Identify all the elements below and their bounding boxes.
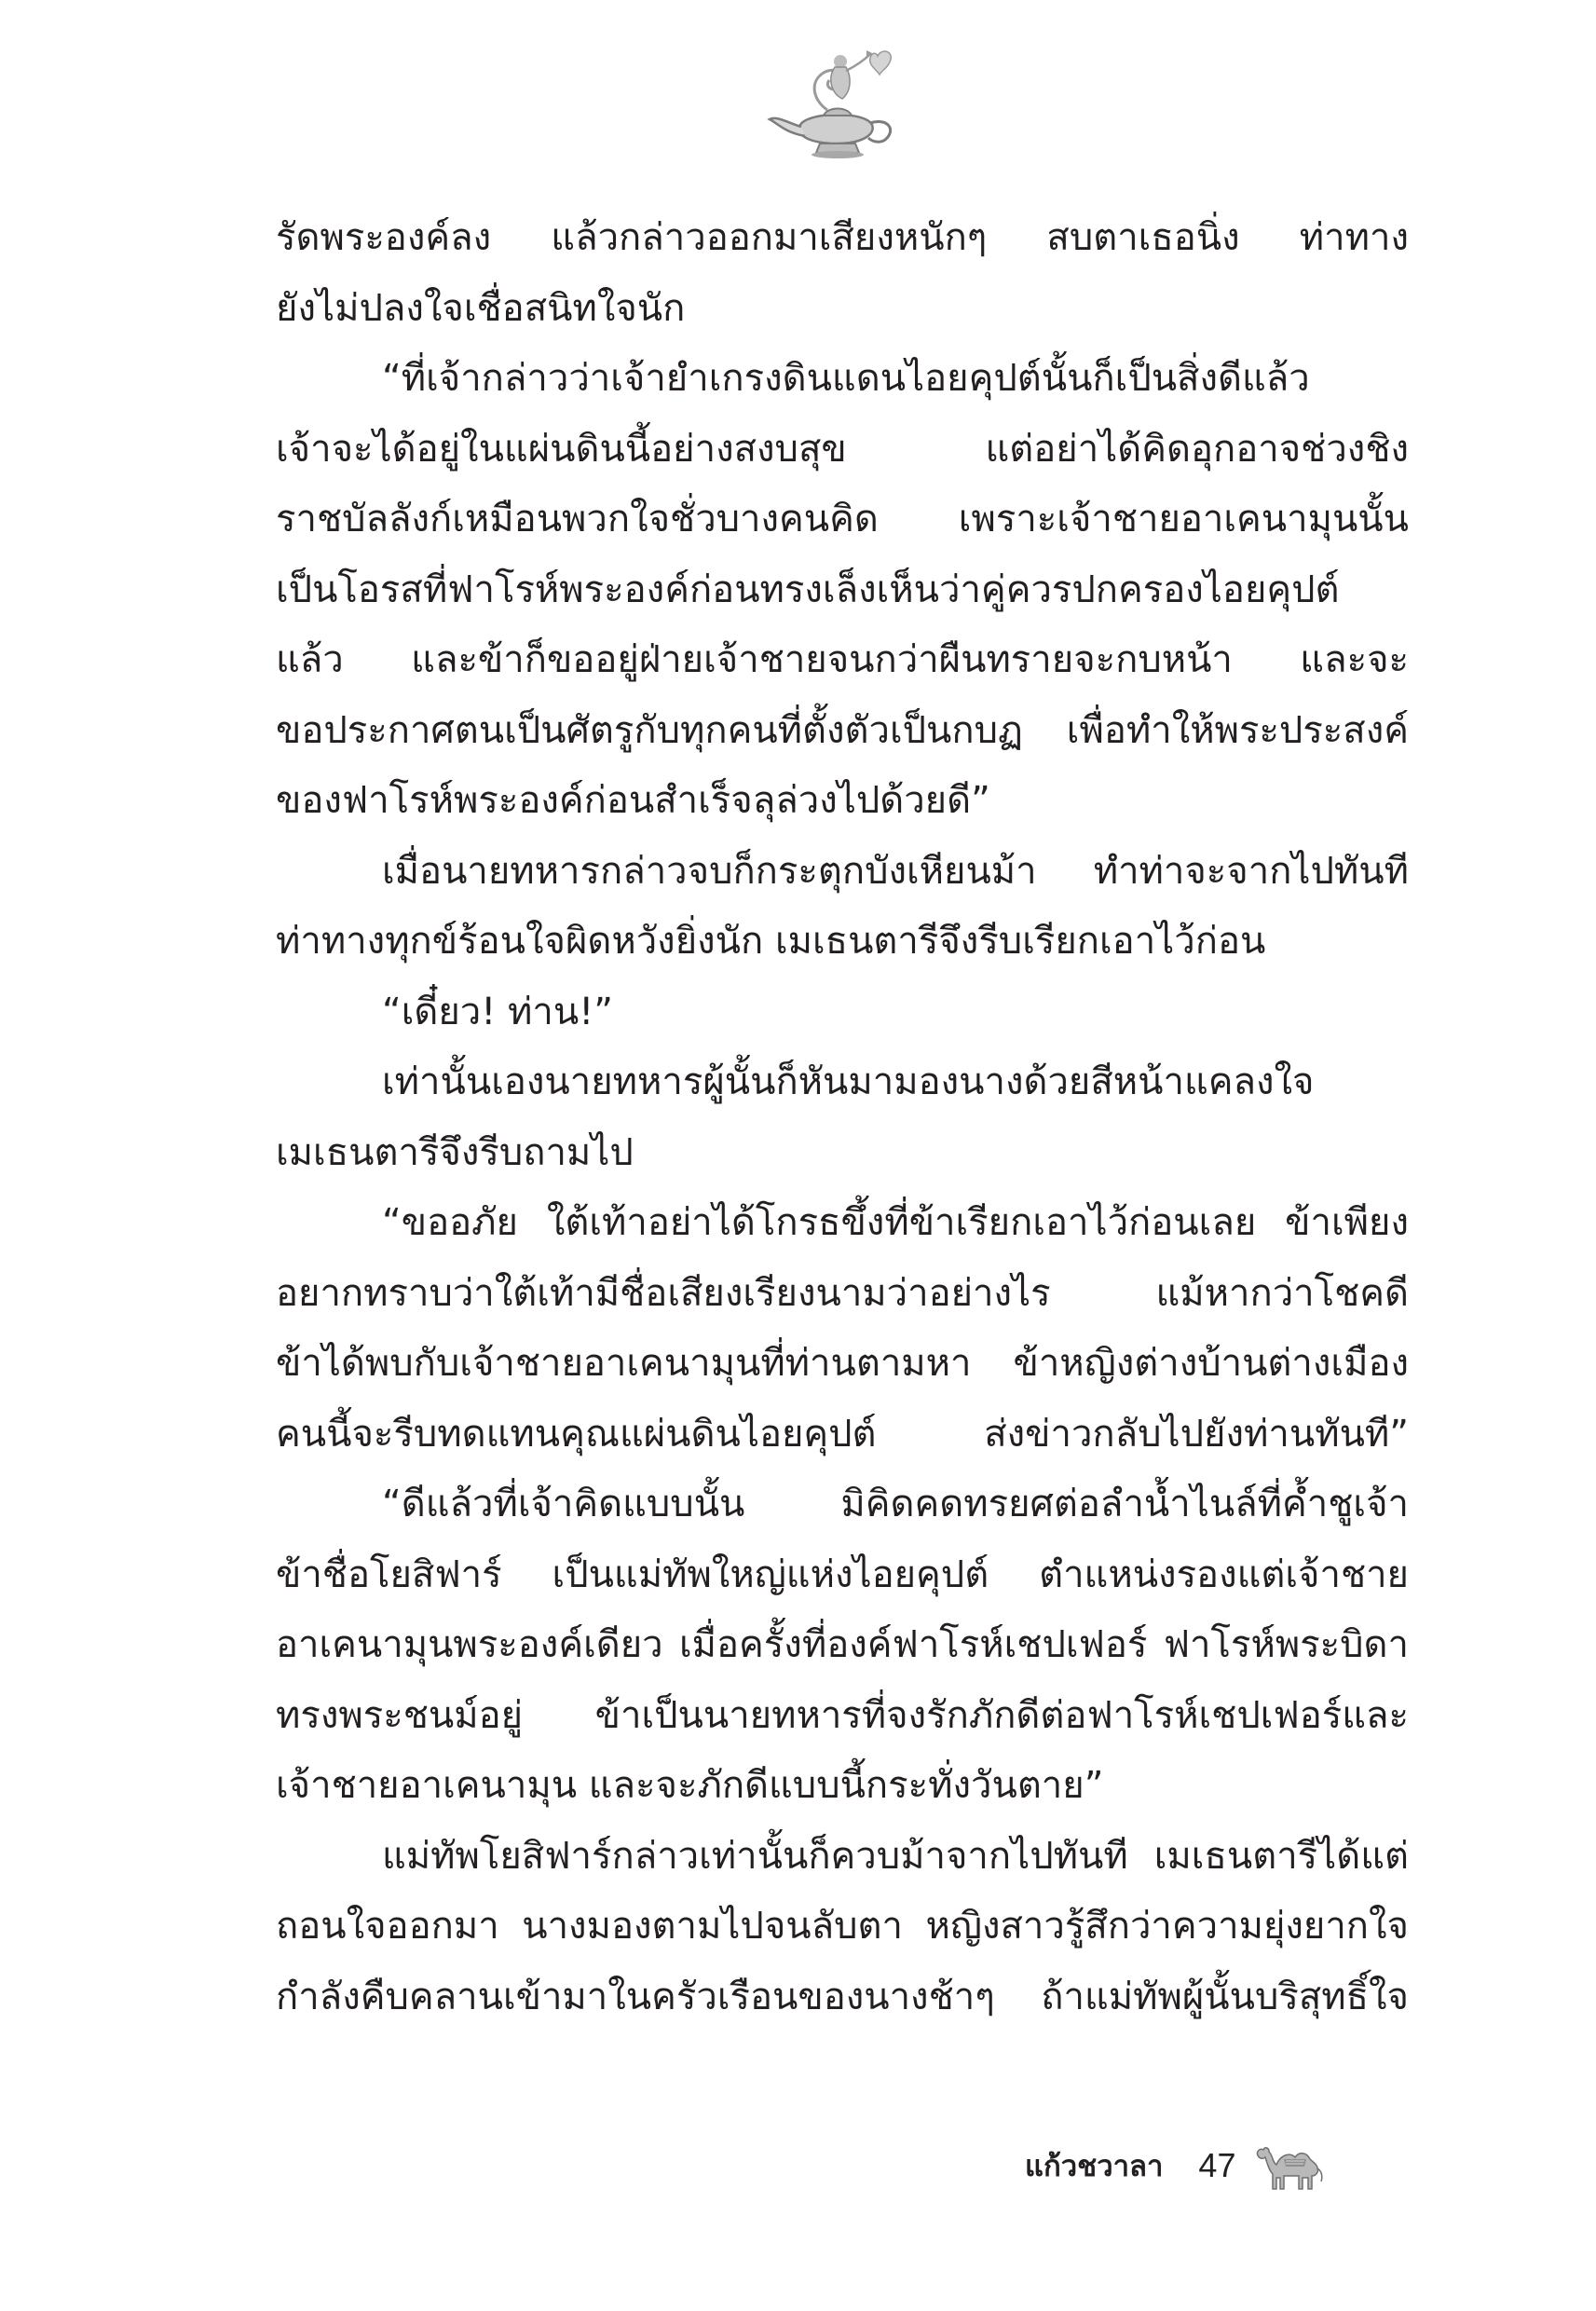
text-line: คนนี้จะรีบทดแทนคุณแผ่นดินไอยคุปต์ ส่งข่าวกลับไปยังท่านทันที” [276, 1412, 1409, 1456]
text-line: ข้าได้พบกับเจ้าชายอาเคนามุนที่ท่านตามหา ข้าหญิงต่างบ้านต่างเมือง [276, 1342, 1409, 1385]
text-line: รัดพระองค์ลง แล้วกล่าวออกมาเสียงหนักๆ สบตาเธอนิ่ง ท่าทาง [276, 216, 1409, 259]
page-number: 47 [1198, 2146, 1236, 2184]
text-line: เจ้าจะได้อยู่ในแผ่นดินนี้อย่างสงบสุข แต่อย่าได้คิดอุกอาจช่วงชิง [276, 427, 1409, 471]
text-line: แล้ว และข้าก็ขออยู่ฝ่ายเจ้าชายจนกว่าผืนทรายจะกบหน้า และจะ [276, 638, 1409, 681]
text-line: ถอนใจออกมา นางมองตามไปจนลับตา หญิงสาวรู้สึกว่าความยุ่งยากใจ [276, 1905, 1409, 1948]
genie-lamp-icon [762, 45, 911, 164]
text-line: “ดีแล้วที่เจ้าคิดแบบนั้น มิคิดคดทรยศต่อลำน้ำไนล์ที่ค้ำชูเจ้า [382, 1483, 1409, 1525]
text-line: เมื่อนายทหารกล่าวจบก็กระตุกบังเหียนม้า ทำท่าจะจากไปทันที [382, 849, 1409, 893]
text-line: ยังไม่ปลงใจเชื่อสนิทใจนัก [276, 286, 686, 330]
text-line: ข้าชื่อโยสิฟาร์ เป็นแม่ทัพใหญ่แห่งไอยคุปต์ ตำแหน่งรองแต่เจ้าชาย [276, 1552, 1409, 1596]
text-line: “ที่เจ้ากล่าวว่าเจ้ายำเกรงดินแดนไอยคุปต์นั้นก็เป็นสิ่งดีแล้ว [382, 357, 1310, 400]
text-line: กำลังคืบคลานเข้ามาในครัวเรือนของนางช้าๆ ถ้าแม่ทัพผู้นั้นบริสุทธิ์ใจ [276, 1975, 1409, 2018]
text-line: ของฟาโรห์พระองค์ก่อนสำเร็จลุล่วงไปด้วยดี” [276, 779, 990, 822]
text-line: อาเคนามุนพระองค์เดียว เมื่อครั้งที่องค์ฟาโรห์เชปเฟอร์ ฟาโรห์พระบิดา [276, 1623, 1409, 1666]
text-line: เจ้าชายอาเคนามุน และจะภักดีแบบนี้กระทั่งวันตาย” [276, 1764, 1104, 1807]
text-line: ท่าทางทุกข์ร้อนใจผิดหวังยิ่งนัก เมเธนตารีจึงรีบเรียกเอาไว้ก่อน [276, 920, 1266, 963]
camel-icon [1252, 2139, 1325, 2193]
page-footer [1025, 2138, 1325, 2194]
text-line: “ขออภัย ใต้เท้าอย่าได้โกรธขึ้งที่ข้าเรียกเอาไว้ก่อนเลย ข้าเพียง [382, 1201, 1409, 1244]
text-line: ทรงพระชนม์อยู่ ข้าเป็นนายทหารที่จงรักภักดีต่อฟาโรห์เชปเฟอร์และ [276, 1693, 1409, 1737]
text-line: อยากทราบว่าใต้เท้ามีชื่อเสียงเรียงนามว่าอย่างไร แม้หากว่าโชคดี [276, 1271, 1409, 1315]
text-line: แม่ทัพโยสิฟาร์กล่าวเท่านั้นก็ควบม้าจากไปทันที เมเธนตารีได้แต่ [382, 1834, 1409, 1878]
text-line: เป็นโอรสที่ฟาโรห์พระองค์ก่อนทรงเล็งเห็นว่าคู่ควรปกครองไอยคุปต์ [276, 567, 1340, 611]
book-title: แก้วชวาลา [1025, 2150, 1164, 2183]
body-text [276, 203, 1409, 2032]
text-line: ราชบัลลังก์เหมือนพวกใจชั่วบางคนคิด เพราะเจ้าชายอาเคนามุนนั้น [276, 498, 1409, 540]
text-line: “เดี๋ยว! ท่าน!” [382, 990, 613, 1033]
text-line: ขอประกาศตนเป็นศัตรูกับทุกคนที่ตั้งตัวเป็นกบฏ เพื่อทำให้พระประสงค์ [276, 708, 1409, 752]
text-line: เท่านั้นเองนายทหารผู้นั้นก็หันมามองนางด้วยสีหน้าแคลงใจ [382, 1060, 1315, 1103]
text-line: เมเธนตารีจึงรีบถามไป [276, 1130, 634, 1174]
